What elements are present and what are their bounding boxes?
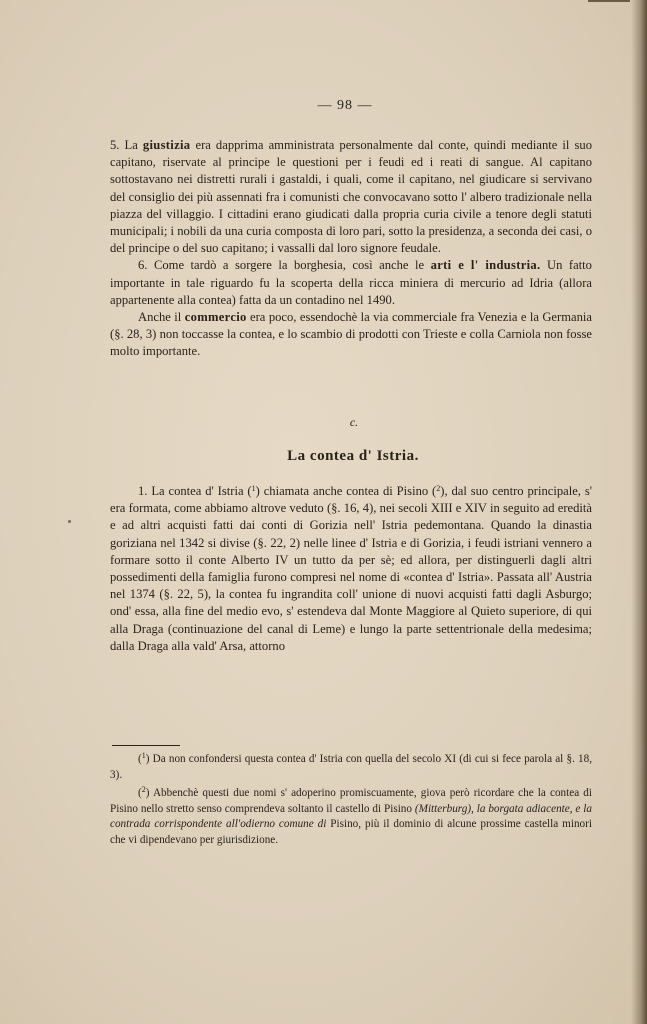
footnote-text: Abbenchè questi due nomi s' adoperino promiscuamente, giova però ricordare che la contea di Pisino nello stretto senso comprendeva soltanto il castello di Pisino [110,787,592,815]
paragraph-rest: era poco, essendochè la via commerciale fra Venezia e la Germania (§. 28, 3) non toccasse la contea, e lo scambio di prodotti con Trieste e colla Carniola non fosse molto importante. [110,310,592,359]
body-text-upper [110,137,592,361]
paragraph-text: ) chiamata anche contea di Pisino ( [255,484,437,498]
footnote-mark-2: 2 [141,785,146,795]
footnote-mark-1: 1 [141,751,146,760]
section-title: La contea d' Istria. [287,448,419,464]
paragraph-rest: Un fatto importante in tale riguardo fu la scoperta della ricca miniera di mercurio ad Idria (allora appartenente alla contea) fatta da un contadino nel 1490. [110,258,592,307]
page-number: — 98 — [317,98,373,113]
keyword-arti: arti e l' industria. [430,258,541,273]
footnote-1: ($^1$) Da non confondersi questa contea d' Istria con quella del secolo XI (di cui si fece parola al §. 18, 3). [110,751,592,781]
paragraph-rest: era dapprima amministrata personalmente dal conte, quindi mediante il suo capitano, riservate al principe le questioni per i feudi ed i reati di sangue. Al capitano sottostavano nei distretti rurali i gastaldi, i quali, come il capitano, nel giudicare si servivano del consiglio dei più assennati fra i comunisti che convocavano sotto l' albero tradizionale nella piazza del villaggio. I cittadini erano giudicati dalla propria curia civile a tenore degli statuti municipali; i nobili da una curia composta di loro pari, sotto la presidenza, a seconda dei casi, o del principe o del suo capitano; i vassalli dal loro signore feudale. [110,138,592,256]
keyword-giustizia: giustizia [142,138,191,152]
paragraph-start: 6. Come tardò a sorgere la borghesia, così anche le [138,258,431,273]
footnote-separator [112,745,180,746]
footnote-italic-text: (Mitterburg), la borgata adiacente, e la contrada corrispondente all'odierno comune di [110,802,592,831]
page-edge-shadow [631,0,647,1024]
keyword-commercio: commercio [184,310,247,325]
footnote-2: ($^2$) Abbenchè questi due nomi s' adoperino promiscuamente, giova però ricordare che la contea di Pisino nello stretto senso comprendeva soltanto il castello di Pisino (Mitterburg), la borgata adiacente, e la contrada corrispondente all'odierno comune di Pisino, più il dominio di alcune prossime castella minori che vi dipendevano per giurisdizione. [110,785,592,846]
paragraph-commercio [110,309,592,361]
paragraph-contea [110,483,592,655]
footnote-ref-1[interactable]: 1 [251,484,256,493]
footnotes [110,752,592,852]
paragraph-text: ), dal suo centro principale, s' era formata, come abbiamo altrove veduto (§. 16, 4), nei secoli XIII e XIV in seguito ad eredità e ad altri acquisti fatti dai conti di Gorizia nell' Istria pedemontana. Quando la dinastia goriziana nel 1342 si divise (§. 22, 2) nelle linee d' Istria e di Gorizia, i feudi istriani vennero a formare sotto il conte Alberto IV un tutto da per sè; ed allora, per distinguerli dagli altri possedimenti della famiglia furono compresi nel nome di «contea d' Istria». Passata all' Austria nel 1374 (§. 22, 5), la contea fu ingrandita coll' unione di nuovi acquisti fatti dagli Asburgo; ond' essa, alla fine del medio evo, s' estendeva dal Monte Maggiore al Quieto superiore, di qui alla Draga (continuazione del canal di Leme) e lungo la parte settentrionale della medesima; dalla Draga alla vald' Arsa, attorno [110,484,592,653]
paragraph-text: 1. La contea d' Istria ( [138,484,252,498]
section-letter: c. [349,415,359,429]
paragraph-giustizia [110,137,592,257]
top-edge-rule [588,0,630,2]
footnote-text: Da non confondersi questa contea d' Istria con quella del secolo XI (di cui si fece parola al §. 18, 3). [110,753,592,781]
paragraph-start: Anche il [138,310,185,325]
paragraph-start: 5. La [110,138,143,152]
body-text-lower [110,483,592,655]
footnote-ref-2[interactable]: 2 [436,484,441,493]
footnote-text: Pisino, più il dominio di alcune prossime castella minori che vi dipendevano per giurisdizione. [110,818,592,846]
paragraph-arti [110,257,592,309]
margin-speck [68,520,71,523]
